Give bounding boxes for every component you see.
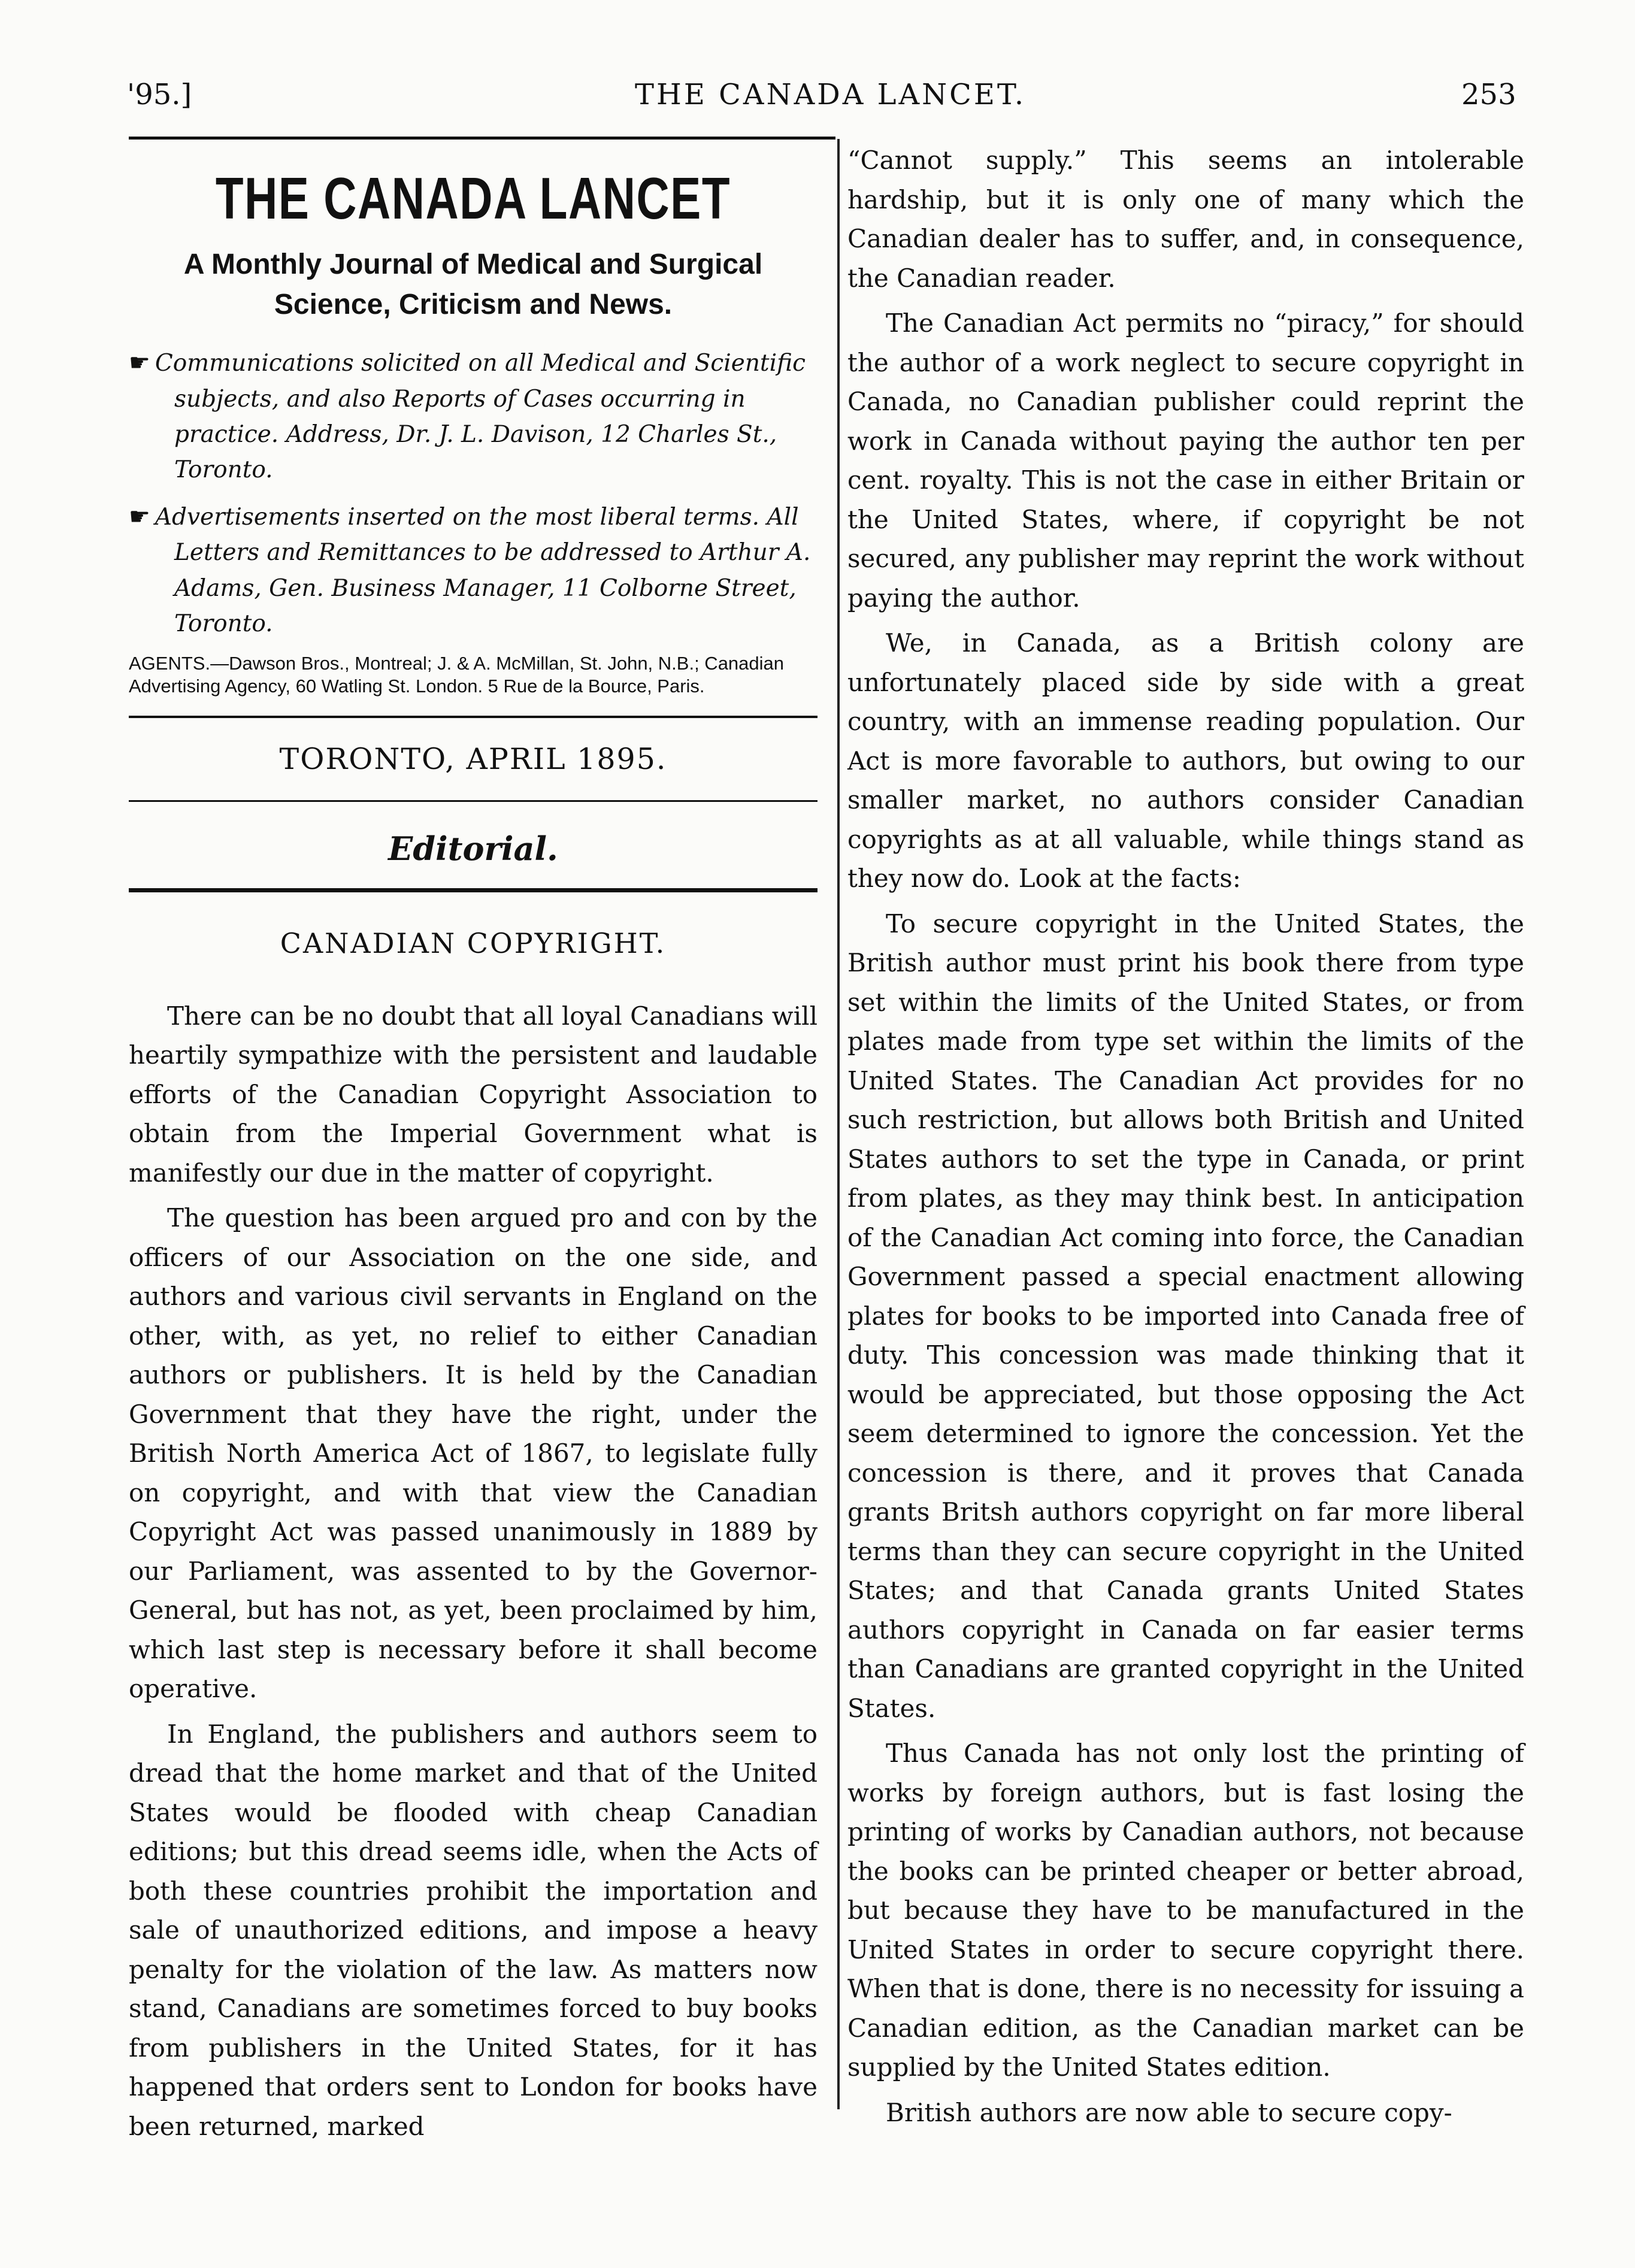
agents-list: AGENTS.—Dawson Bros., Montreal; J. & A. McMillan, St. John, N.B.; Canadian Advertising Agency, 60 Watling St. London. 5 Rue de la Bource, Paris. bbox=[129, 653, 785, 697]
notice-advertisements bbox=[129, 499, 818, 642]
dateline: TORONTO, APRIL 1895. bbox=[279, 741, 667, 776]
running-head-title: THE CANADA LANCET. bbox=[635, 78, 1027, 111]
left-column bbox=[129, 165, 818, 2152]
paragraph: The Canadian Act permits no “piracy,” for should the author of a work neglect to secure copyright in Canada, no Canadian publisher could reprint the work in Canada without paying the author ten per cent. royalty. This is not the case in either Britain or the United States, where, if copyright be not secured, any publisher may reprint the work without paying the author. bbox=[847, 308, 1524, 613]
paragraph: British authors are now able to secure copy- bbox=[886, 2097, 1452, 2127]
divider bbox=[129, 716, 818, 718]
section-heading: Editorial. bbox=[388, 829, 558, 868]
article-title: CANADIAN COPYRIGHT. bbox=[280, 926, 667, 959]
paragraph: We, in Canada, as a British colony are unfortunately placed side by side with a great country, with an immense reading population. Our Act is more favorable to authors, but owing to our smaller market, no authors consider Canadian copyrights as at all valuable, while things stand as they now do. Look at the facts: bbox=[847, 628, 1524, 893]
notice-communications bbox=[129, 345, 818, 488]
subtitle-line-1: A Monthly Journal of Medical and Surgical bbox=[183, 248, 763, 280]
page-number: 253 bbox=[1461, 78, 1516, 111]
paragraph: In England, the publishers and authors seem to dread that the home market and that of the United States would be flooded with cheap Canadian editions; but this dread seems idle, when the Acts of both these countries prohibit the importation and sale of unauthorized editions, and impose a heavy penalty for the violation of the law. As matters now stand, Canadians are sometimes forced to buy books from publishers in the United States, for it has happened that orders sent to London for books have been returned, marked bbox=[129, 1719, 818, 2141]
pointing-hand-icon: ☛ bbox=[129, 502, 150, 531]
column-divider bbox=[837, 139, 840, 2109]
right-column bbox=[847, 141, 1524, 2138]
pointing-hand-icon: ☛ bbox=[129, 349, 150, 377]
divider bbox=[129, 800, 818, 802]
paragraph: Thus Canada has not only lost the printing of works by foreign authors, but is fast losing the printing of works by Canadian authors, not because the books can be printed cheaper or better abroad, but because they have to be manufactured in the United States in order to secure copyright there. When that is done, there is no necessity for issuing a Canadian edition, as the Canadian market can be supplied by the United States edition. bbox=[847, 1739, 1524, 2082]
paragraph: There can be no doubt that all loyal Canadians will heartily sympathize with the persistent and laudable efforts of the Canadian Copyright Association to obtain from the Imperial Government what is manifestly our due in the matter of copyright. bbox=[129, 1001, 818, 1188]
paragraph: The question has been argued pro and con by the officers of our Association on the one side, and authors and various civil servants in England on the other, with, as yet, no relief to either Canadian authors or publishers. It is held by the Canadian Government that they have the right, under the British North America Act of 1867, to legislate fully on copyright, and with that view the Canadian Copyright Act was passed unanimously in 1889 by our Parliament, was assented to by the Governor-General, but has not, as yet, been proclaimed by him, which last step is necessary before it shall become operative. bbox=[129, 1203, 818, 1704]
masthead-subtitle bbox=[129, 244, 818, 325]
subtitle-line-2: Science, Criticism and News. bbox=[274, 288, 673, 320]
page-number-left: '95.] bbox=[127, 78, 192, 111]
paragraph: “Cannot supply.” This seems an intolerable hardship, but it is only one of many which the Canadian dealer has to suffer, and, in consequence, the Canadian reader. bbox=[847, 146, 1524, 293]
notice-communications-text: Communications solicited on all Medical and Scientific subjects, and also Reports of Cases occurring in practice. Address, Dr. J. L. Davison, 12 Charles St., Toronto. bbox=[155, 350, 806, 484]
header-rule bbox=[129, 137, 835, 140]
notice-advertisements-text: Advertisements inserted on the most liberal terms. All Letters and Remittances to be addressed to Arthur A. Adams, Gen. Business Manager, 11 Colborne Street, Toronto. bbox=[155, 503, 811, 637]
masthead-title: THE CANADA LANCET bbox=[215, 165, 731, 231]
divider-thick bbox=[129, 888, 818, 892]
paragraph: To secure copyright in the United States, the British author must print his book there from type set within the limits of the United States, or from plates made from type set within the limits of the United States. The Canadian Act provides for no such restriction, but allows both British and United States authors to set the type in Canada, or print from plates, as they may think best. In anticipation of the Canadian Act coming into force, the Canadian Government passed a special enactment allowing plates for books to be imported into Canada free of duty. This concession was made thinking that it would be appreciated, but those opposing the Act seem determined to ignore the concession. Yet the concession is there, and it proves that Canada grants Britsh authors copyright on far more liberal terms than they can secure copyright in the United States; and that Canada grants United States authors copyright in Canada on far easier terms than Canadians are granted copyright in the United States. bbox=[847, 909, 1524, 1723]
